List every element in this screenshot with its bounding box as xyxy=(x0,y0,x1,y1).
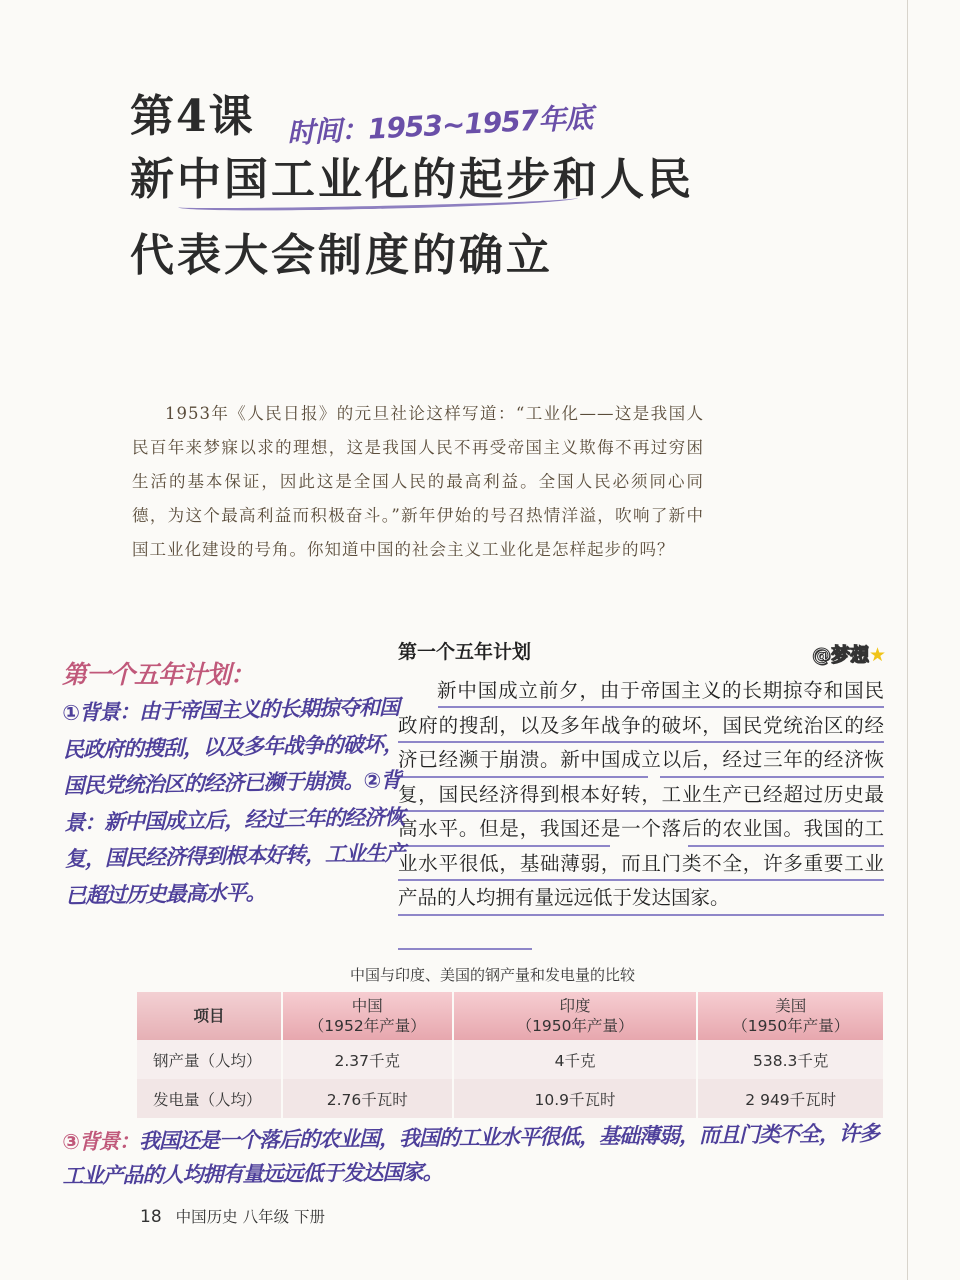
handwritten-underline xyxy=(398,914,884,916)
handwritten-underline xyxy=(398,948,532,950)
table-cell: 2 949千瓦时 xyxy=(697,1079,883,1118)
handwritten-underline xyxy=(398,741,884,743)
section-title: 第一个五年计划 xyxy=(398,641,532,663)
table-header-row xyxy=(137,992,883,1040)
table-header-cell: 印度 （1950年产量） xyxy=(453,992,698,1040)
handwritten-underline xyxy=(438,706,884,708)
table-caption: 中国与印度、美国的钢产量和发电量的比较 xyxy=(350,966,636,984)
handwritten-bottom-note xyxy=(62,1116,893,1193)
watermark-text: @梦想 xyxy=(812,644,870,666)
table-cell: 538.3千克 xyxy=(697,1040,883,1079)
lesson-title xyxy=(130,142,730,294)
handwritten-underline xyxy=(398,810,884,812)
table-header-cell: 美国 （1950年产量） xyxy=(697,992,883,1040)
table-row xyxy=(137,1079,883,1118)
handwritten-underline xyxy=(688,845,884,847)
table-cell: 4千克 xyxy=(453,1040,698,1079)
table-row xyxy=(137,1040,883,1079)
handwritten-underline xyxy=(398,879,884,881)
page-footer xyxy=(140,1205,325,1227)
handwritten-underline xyxy=(660,776,884,778)
section-body: 新中国成立前夕，由于帝国主义的长期掠夺和国民政府的搜刮，以及多年战争的破坏，国民党统治区的经济已经濒于崩溃。新中国成立以后，经过三年的经济恢复，国民经济得到根本好转，工业生产已经超过历史最高水平。但是，我国还是一个落后的农业国。我国的工业水平很低，基础薄弱，而且门类不全，许多重要工业产品的人均拥有量远远低于发达国家。 xyxy=(398,679,884,909)
handwritten-left-note: ①背景：由于帝国主义的长期掠夺和国民政府的搜刮，以及多年战争的破坏，国民党统治区的经济已濒于崩溃。②背景：新中国成立后，经过三年的经济恢复，国民经济得到根本好转，工业生产已超过历史最高水平。 xyxy=(62,695,406,908)
table-cell: 钢产量（人均） xyxy=(137,1040,282,1079)
handwritten-time-note: 时间：1953~1957年底 xyxy=(286,101,593,150)
book-title: 中国历史 八年级 下册 xyxy=(175,1208,325,1226)
table-cell: 2.37千克 xyxy=(282,1040,453,1079)
table-cell: 10.9千瓦时 xyxy=(453,1079,698,1118)
handwritten-heading: 第一个五年计划： xyxy=(62,660,255,689)
handwritten-bottom-text: 我国还是一个落后的农业国，我国的工业水平很低，基础薄弱，而且门类不全，许多工业产品的人均拥有量远远低于发达国家。 xyxy=(62,1121,880,1188)
intro-paragraph: 1953年《人民日报》的元旦社论这样写道：“工业化——这是我国人民百年来梦寐以求的理想，这是我国人民不再受帝国主义欺侮不再过穷困生活的基本保证，因此这是全国人民的最高利益。全国人民必须同心同德，为这个最高利益而积极奋斗。”新年伊始的号召热情洋溢，吹响了新中国工业化建设的号角。你知道中国的社会主义工业化是怎样起步的吗？ xyxy=(132,404,704,559)
lesson-number: 第4课 xyxy=(130,91,255,142)
page-number: 18 xyxy=(140,1207,162,1227)
table-header-cell: 项目 xyxy=(137,992,282,1040)
table-header-cell: 中国 （1952年产量） xyxy=(282,992,453,1040)
star-icon: ★ xyxy=(869,644,887,666)
page-edge xyxy=(907,0,908,1280)
table-cell: 2.76千瓦时 xyxy=(282,1079,453,1118)
handwritten-bottom-mark: ③背景： xyxy=(62,1129,140,1154)
handwritten-underline xyxy=(398,776,648,778)
table-cell: 发电量（人均） xyxy=(137,1079,282,1118)
lesson-title-line1: 新中国工业化的起步和人民 xyxy=(130,154,694,205)
watermark xyxy=(812,640,886,667)
comparison-table xyxy=(137,992,883,1118)
handwritten-underline xyxy=(398,845,610,847)
lesson-title-line2: 代表大会制度的确立 xyxy=(130,230,553,281)
